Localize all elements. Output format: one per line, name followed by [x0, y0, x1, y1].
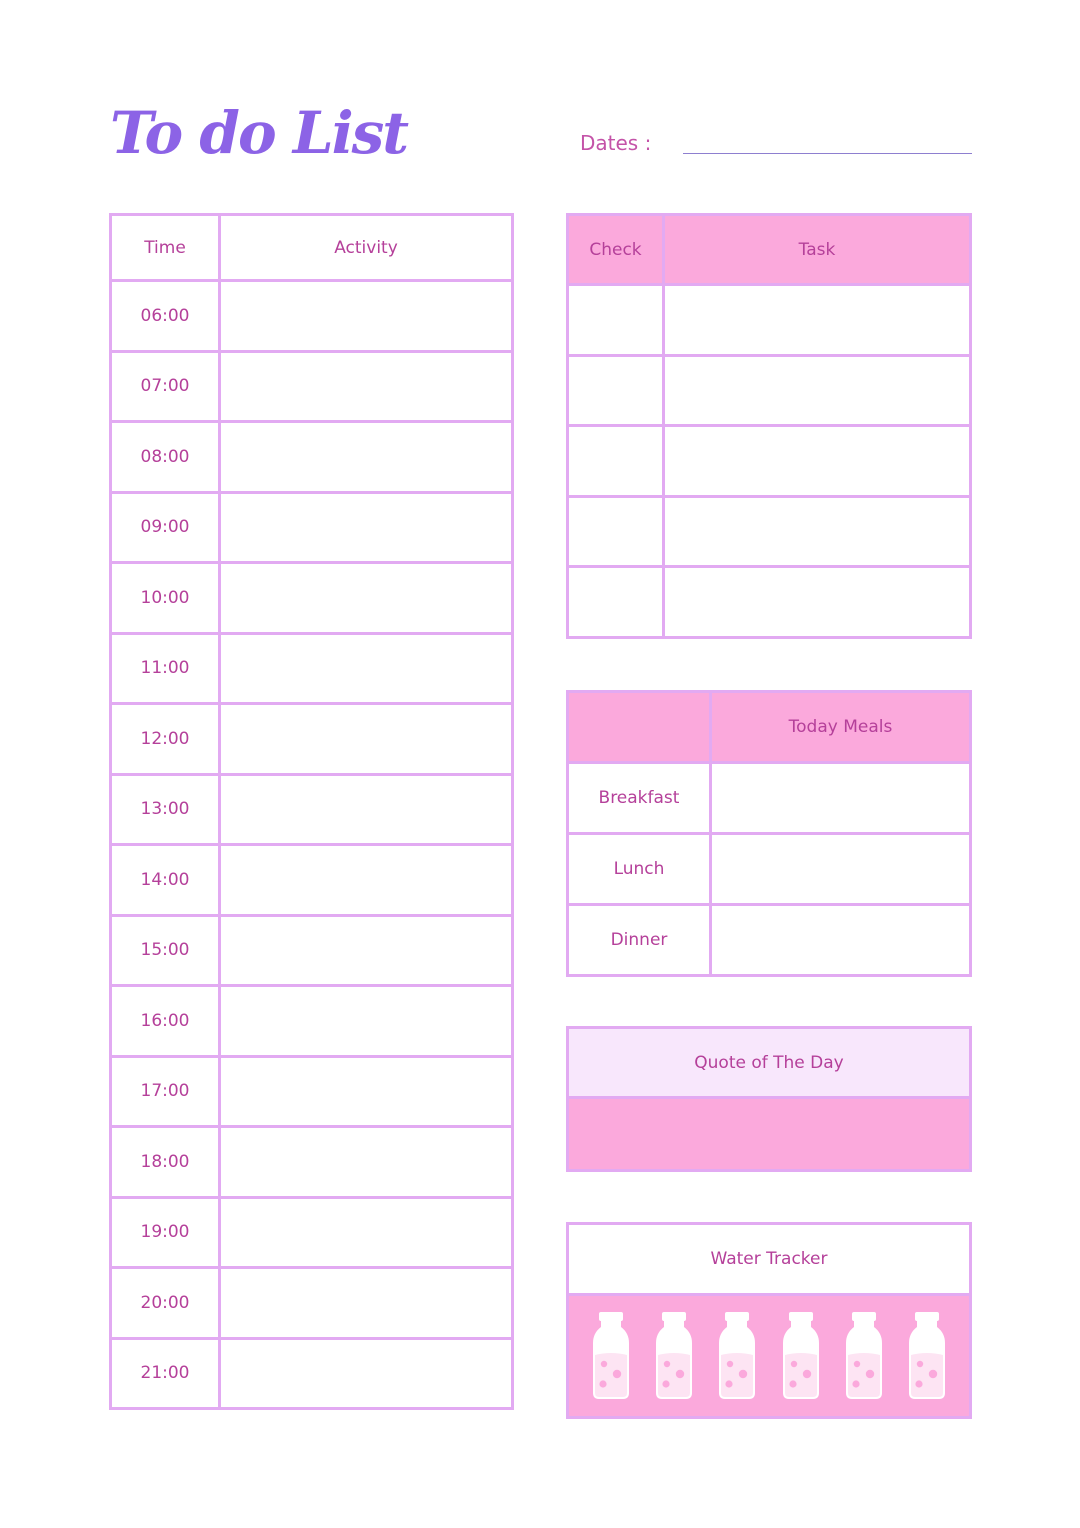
- task-table: [566, 213, 972, 639]
- meal-input-cell[interactable]: [711, 763, 971, 834]
- schedule-row: [111, 1197, 513, 1268]
- task-row: [568, 285, 971, 356]
- task-checkbox-cell[interactable]: [568, 496, 664, 567]
- activity-input-cell[interactable]: [220, 704, 513, 775]
- water-bottle-icon[interactable]: [717, 1311, 757, 1401]
- task-row: [568, 567, 971, 638]
- task-checkbox-cell[interactable]: [568, 426, 664, 497]
- time-slot-label: 20:00: [111, 1268, 220, 1339]
- water-bottle-icon[interactable]: [907, 1311, 947, 1401]
- time-slot-label: 08:00: [111, 422, 220, 493]
- time-slot-label: 09:00: [111, 492, 220, 563]
- activity-input-cell[interactable]: [220, 492, 513, 563]
- schedule-row: [111, 774, 513, 845]
- time-slot-label: 21:00: [111, 1338, 220, 1409]
- time-slot-label: 17:00: [111, 1056, 220, 1127]
- meal-label: Lunch: [568, 834, 711, 905]
- meal-row: [568, 763, 971, 834]
- schedule-row: [111, 986, 513, 1057]
- water-tracker-header: Water Tracker: [568, 1224, 971, 1295]
- time-column-header: Time: [111, 215, 220, 281]
- task-header-row: [568, 215, 971, 285]
- time-slot-label: 15:00: [111, 915, 220, 986]
- activity-column-header: Activity: [220, 215, 513, 281]
- activity-input-cell[interactable]: [220, 915, 513, 986]
- meal-row: [568, 905, 971, 976]
- time-slot-label: 19:00: [111, 1197, 220, 1268]
- schedule-table: [109, 213, 514, 1410]
- water-bottle-icon[interactable]: [591, 1311, 631, 1401]
- activity-input-cell[interactable]: [220, 1197, 513, 1268]
- task-checkbox-cell[interactable]: [568, 355, 664, 426]
- task-input-cell[interactable]: [664, 426, 971, 497]
- time-slot-label: 06:00: [111, 281, 220, 352]
- dates-input-line[interactable]: [683, 153, 972, 154]
- water-bottle-icon[interactable]: [781, 1311, 821, 1401]
- schedule-row: [111, 492, 513, 563]
- task-row: [568, 355, 971, 426]
- page-title: To do List: [110, 99, 408, 167]
- activity-input-cell[interactable]: [220, 633, 513, 704]
- meals-table: [566, 690, 972, 977]
- activity-input-cell[interactable]: [220, 1338, 513, 1409]
- activity-input-cell[interactable]: [220, 1056, 513, 1127]
- meal-row: [568, 834, 971, 905]
- task-row: [568, 496, 971, 567]
- quote-entry-cell[interactable]: [568, 1098, 971, 1171]
- activity-input-cell[interactable]: [220, 774, 513, 845]
- meals-header: Today Meals: [711, 692, 971, 763]
- meal-input-cell[interactable]: [711, 834, 971, 905]
- activity-input-cell[interactable]: [220, 563, 513, 634]
- activity-input-cell[interactable]: [220, 351, 513, 422]
- time-slot-label: 14:00: [111, 845, 220, 916]
- time-slot-label: 12:00: [111, 704, 220, 775]
- time-slot-label: 13:00: [111, 774, 220, 845]
- activity-input-cell[interactable]: [220, 1127, 513, 1198]
- time-slot-label: 11:00: [111, 633, 220, 704]
- meal-label: Dinner: [568, 905, 711, 976]
- water-bottles-cell: [568, 1295, 971, 1418]
- schedule-row: [111, 845, 513, 916]
- schedule-row: [111, 1268, 513, 1339]
- meals-corner-cell: [568, 692, 711, 763]
- schedule-row: [111, 1127, 513, 1198]
- activity-input-cell[interactable]: [220, 986, 513, 1057]
- check-column-header: Check: [568, 215, 664, 285]
- meals-header-row: [568, 692, 971, 763]
- task-checkbox-cell[interactable]: [568, 285, 664, 356]
- time-slot-label: 18:00: [111, 1127, 220, 1198]
- water-bottle-icon[interactable]: [844, 1311, 884, 1401]
- activity-input-cell[interactable]: [220, 422, 513, 493]
- task-input-cell[interactable]: [664, 567, 971, 638]
- schedule-row: [111, 1056, 513, 1127]
- task-checkbox-cell[interactable]: [568, 567, 664, 638]
- activity-input-cell[interactable]: [220, 281, 513, 352]
- task-input-cell[interactable]: [664, 355, 971, 426]
- water-bottle-icon[interactable]: [654, 1311, 694, 1401]
- schedule-row: [111, 704, 513, 775]
- time-slot-label: 10:00: [111, 563, 220, 634]
- schedule-row: [111, 351, 513, 422]
- schedule-row: [111, 633, 513, 704]
- schedule-row: [111, 281, 513, 352]
- schedule-row: [111, 563, 513, 634]
- activity-input-cell[interactable]: [220, 1268, 513, 1339]
- task-input-cell[interactable]: [664, 496, 971, 567]
- task-input-cell[interactable]: [664, 285, 971, 356]
- meal-input-cell[interactable]: [711, 905, 971, 976]
- schedule-header-row: [111, 215, 513, 281]
- quote-header: Quote of The Day: [568, 1028, 971, 1098]
- schedule-row: [111, 1338, 513, 1409]
- schedule-row: [111, 915, 513, 986]
- meal-label: Breakfast: [568, 763, 711, 834]
- dates-label: Dates :: [580, 131, 652, 155]
- schedule-row: [111, 422, 513, 493]
- time-slot-label: 16:00: [111, 986, 220, 1057]
- task-column-header: Task: [664, 215, 971, 285]
- water-tracker: [566, 1222, 972, 1419]
- time-slot-label: 07:00: [111, 351, 220, 422]
- task-row: [568, 426, 971, 497]
- quote-box: [566, 1026, 972, 1172]
- activity-input-cell[interactable]: [220, 845, 513, 916]
